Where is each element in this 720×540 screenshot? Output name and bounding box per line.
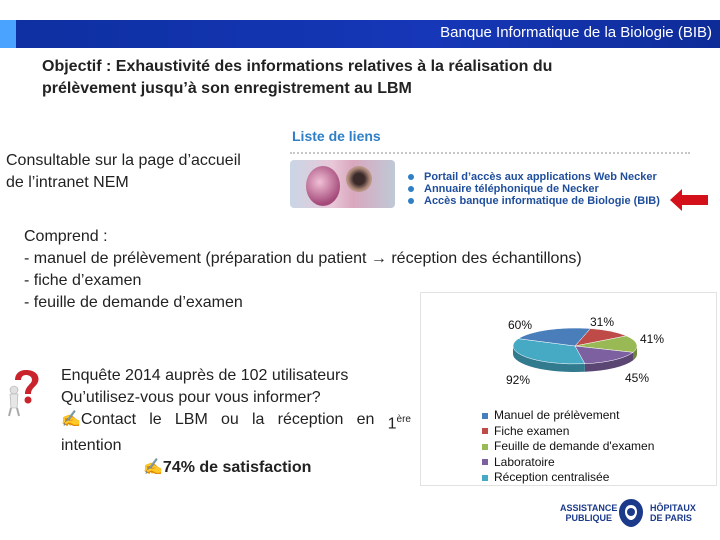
- link-label: Annuaire téléphonique de Necker: [424, 183, 599, 195]
- bullet-icon: [408, 186, 414, 192]
- legend-swatch: [482, 444, 488, 450]
- contents-item-feuille: - feuille de demande d’examen: [24, 294, 243, 311]
- survey-word: [388, 409, 411, 435]
- legend-item: [482, 470, 654, 486]
- logo-left-line-2: PUBLIQUE: [565, 513, 612, 523]
- legend-label: Manuel de prélèvement: [494, 408, 620, 422]
- chart-legend: [482, 408, 654, 486]
- pie-label-45: 45%: [625, 371, 650, 385]
- dotted-divider: [290, 152, 690, 154]
- legend-swatch: [482, 428, 488, 434]
- legend-item: [482, 424, 654, 440]
- pen-icon: ✍: [143, 459, 163, 477]
- pie-label-41: 41%: [640, 332, 665, 346]
- link-label: Portail d’accès aux applications Web Necker: [424, 171, 657, 183]
- contents-item-part: réception des échantillons): [391, 250, 582, 267]
- survey-line-4: intention: [61, 437, 122, 455]
- objective-text: [42, 56, 662, 100]
- bullet-icon: [408, 198, 414, 204]
- survey-text: [61, 365, 411, 479]
- legend-item: [482, 408, 654, 424]
- legend-swatch: [482, 413, 488, 419]
- bullet-icon: [408, 174, 414, 180]
- survey-word: en: [356, 411, 375, 428]
- survey-word: réception: [277, 411, 344, 428]
- legend-label: Fiche examen: [494, 423, 570, 438]
- superscript: ère: [396, 414, 411, 425]
- objective-line-2: prélèvement jusqu’à son enregistrement au LBM: [42, 80, 412, 97]
- survey-word: ou: [220, 411, 239, 428]
- pen-icon: ✍: [61, 411, 81, 428]
- pie-label-60: 60%: [508, 318, 533, 332]
- pie-label-31: 31%: [590, 315, 615, 329]
- links-panel-screenshot: [290, 128, 695, 210]
- question-person-icon: [4, 364, 48, 418]
- legend-swatch: [482, 459, 488, 465]
- pie-label-92: 92%: [506, 373, 531, 387]
- contents-item-part: - manuel de prélèvement (préparation du patient: [24, 250, 367, 267]
- links-panel-image: [290, 160, 395, 208]
- survey-word: le: [149, 411, 162, 428]
- survey-line-1: Enquête 2014 auprès de 102 utilisateurs: [61, 367, 349, 384]
- aphp-emblem-icon: [616, 497, 646, 529]
- link-label: Accès banque informatique de Biologie (BIB): [424, 195, 660, 207]
- satisfaction-line: [61, 457, 411, 479]
- link-item-annuaire[interactable]: [408, 183, 599, 195]
- survey-word: [61, 409, 136, 435]
- contents-title: Comprend :: [24, 228, 108, 245]
- header-accent: [0, 20, 16, 48]
- aphp-logo: [560, 495, 710, 531]
- consult-line-1: Consultable sur la page d’accueil: [6, 152, 241, 169]
- logo-left-line-1: ASSISTANCE: [560, 503, 618, 513]
- survey-word-text: Contact: [80, 411, 137, 428]
- survey-line-3: [61, 409, 411, 435]
- legend-item: [482, 455, 654, 471]
- survey-word: LBM: [174, 411, 208, 428]
- link-item-portail[interactable]: [408, 171, 657, 183]
- logo-right-line-1: HÔPITAUX: [650, 503, 696, 513]
- link-item-bib[interactable]: [408, 195, 660, 207]
- consult-line-2: de l’intranet NEM: [6, 174, 129, 191]
- objective-line-1: Objectif : Exhaustivité des informations relatives à la réalisation du: [42, 58, 553, 75]
- survey-word: la: [251, 411, 265, 428]
- legend-item: [482, 439, 654, 455]
- satisfaction-text: 74% de satisfaction: [162, 459, 312, 477]
- legend-label: Laboratoire: [494, 454, 555, 469]
- arrow-right-icon: →: [370, 250, 387, 267]
- links-panel-title: Liste de liens: [292, 128, 381, 144]
- contents-item-fiche: - fiche d’examen: [24, 272, 142, 289]
- logo-right-line-2: DE PARIS: [650, 513, 692, 523]
- legend-swatch: [482, 475, 488, 481]
- survey-word-text: 1: [387, 415, 397, 433]
- consult-text: [6, 150, 241, 194]
- eye-icon: [346, 166, 372, 192]
- page-title: Banque Informatique de la Biologie (BIB): [440, 24, 712, 41]
- legend-label: Réception centralisée: [494, 470, 610, 484]
- contents-item-manuel: [24, 248, 582, 270]
- red-arrow-icon: [670, 189, 710, 211]
- survey-line-2: Qu’utilisez-vous pour vous informer?: [61, 389, 321, 406]
- portrait-icon: [306, 166, 340, 206]
- legend-label: Feuille de demande d'examen: [494, 439, 655, 453]
